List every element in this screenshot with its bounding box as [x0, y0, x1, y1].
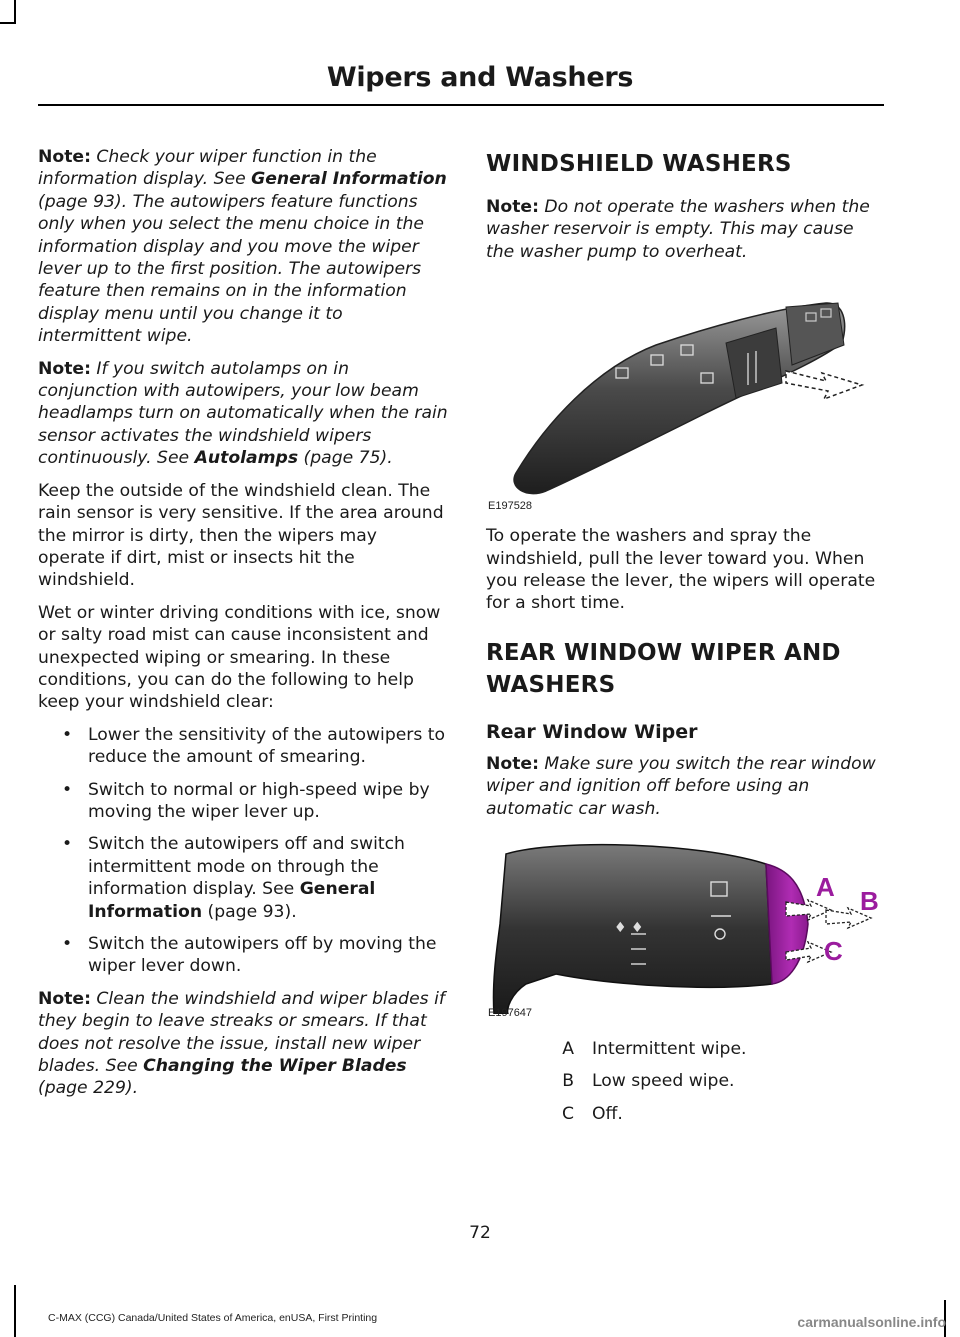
- note-clean-blades: [38, 988, 448, 1100]
- xref-general-information[interactable]: General Information: [251, 169, 447, 190]
- figure-washer-lever: [486, 273, 886, 513]
- rear-wiper-lever-illustration: [486, 834, 886, 1014]
- subheading-rear-window-wiper: Rear Window Wiper: [486, 720, 698, 743]
- legend-row: [486, 1103, 886, 1125]
- note-label: Note:: [486, 753, 539, 774]
- legend-key: C: [561, 1103, 574, 1124]
- page-title: Wipers and Washers: [326, 62, 634, 93]
- note-text: Make sure you switch the rear window wiper and ignition off before using an automatic car wash.: [486, 753, 876, 819]
- list-item: • Switch the autowipers off by moving the wiper lever down.: [62, 934, 437, 977]
- note-label: Note:: [486, 197, 539, 217]
- note-text: Do not operate the washers when the washer reservoir is empty. This may cause the washer pump to overheat.: [486, 197, 870, 262]
- xref-changing-wiper-blades[interactable]: Changing the Wiper Blades: [143, 1056, 407, 1077]
- note-autolamps: [38, 358, 448, 470]
- title-divider: [38, 104, 884, 106]
- bullet-mark: •: [62, 834, 73, 855]
- watermark: carmanualsonline.info: [797, 1314, 946, 1330]
- xref-general-information[interactable]: General Information: [88, 879, 376, 922]
- callout-legend: [486, 1038, 886, 1125]
- legend-row: [486, 1038, 886, 1060]
- crop-mark: [0, 22, 16, 24]
- section-heading-windshield-washers: WINDSHIELD WASHERS: [486, 151, 792, 177]
- note-text: Clean the windshield and wiper blades if they begin to leave streaks or smears. If that does not resolve the issue, install new wiper blades. See: [38, 988, 445, 1077]
- legend-value: Off.: [592, 1103, 623, 1124]
- callout-label-c: C: [824, 936, 843, 967]
- footer-publication-info: C-MAX (CCG) Canada/United States of America, enUSA, First Printing: [48, 1312, 378, 1324]
- crop-mark: [14, 0, 16, 22]
- note-text: If you switch autolamps on in conjunction with autowipers, your low beam headlamps turn on automatically when the rain sensor activates the windshield wipers continuously. See: [38, 358, 448, 469]
- right-column: [486, 146, 886, 1135]
- legend-value: Intermittent wipe.: [592, 1039, 747, 1060]
- legend-key: A: [562, 1039, 574, 1060]
- bullet-mark: •: [62, 779, 73, 800]
- paragraph-rain-sensor: Keep the outside of the windshield clean. The rain sensor is very sensitive. If the area around the mirror is dirty, then the wipers may operate if dirt, mist or insects hit the windshield.: [38, 480, 444, 591]
- note-text: Check your wiper function in the information display. See: [38, 147, 377, 190]
- callout-label-a: A: [816, 872, 835, 903]
- section-heading-rear-wiper: REAR WINDOW WIPER AND WASHERS: [486, 639, 841, 698]
- list-item: • Switch to normal or high-speed wipe by moving the wiper lever up.: [62, 779, 430, 822]
- note-text: (page 93). The autowipers feature functions only when you select the menu choice in the information display and you move the wiper lever up to the first position. The autowipers feature then remains on in the information display menu until you change it to intermittent wipe.: [38, 191, 424, 347]
- list-item: • Lower the sensitivity of the autowipers to reduce the amount of smearing.: [62, 724, 446, 768]
- tips-list: [38, 724, 448, 978]
- note-label: Note:: [38, 358, 91, 379]
- figure-id: E197647: [488, 1007, 533, 1020]
- note-text: (page 75).: [298, 448, 393, 469]
- note-text: (page 229).: [38, 1078, 139, 1099]
- legend-key: B: [562, 1071, 574, 1092]
- legend-value: Low speed wipe.: [592, 1071, 735, 1092]
- note-wiper-function: [38, 146, 448, 348]
- bullet-mark: •: [62, 724, 73, 745]
- bullet-mark: •: [62, 934, 73, 954]
- xref-autolamps[interactable]: Autolamps: [194, 448, 299, 469]
- washer-lever-illustration: [486, 273, 886, 503]
- page-number: 72: [469, 1223, 491, 1243]
- svg-text:♦ ♦: ♦ ♦: [614, 920, 644, 937]
- list-item: • Switch the autowipers off and switch intermittent mode on through the information display. See General Information (page 93).: [62, 834, 405, 922]
- note-label: Note:: [38, 988, 91, 1009]
- figure-rear-wiper-lever: [486, 834, 886, 1024]
- legend-row: [486, 1070, 886, 1092]
- paragraph-winter-conditions: Wet or winter driving conditions with ice, snow or salty road mist can cause inconsistent and unexpected wiping or smearing. In these conditions, you can do the following to help keep your windshield clear:: [38, 602, 441, 713]
- paragraph-operate-washers: To operate the washers and spray the windshield, pull the lever toward you. When you release the lever, the wipers will operate for a short time.: [486, 526, 876, 614]
- note-car-wash: [486, 753, 886, 820]
- note-washer-reservoir: [486, 196, 886, 263]
- callout-label-b: B: [860, 886, 879, 917]
- crop-mark: [14, 1285, 16, 1337]
- left-column: [38, 146, 448, 1110]
- figure-id: E197528: [488, 500, 533, 513]
- note-label: Note:: [38, 147, 91, 167]
